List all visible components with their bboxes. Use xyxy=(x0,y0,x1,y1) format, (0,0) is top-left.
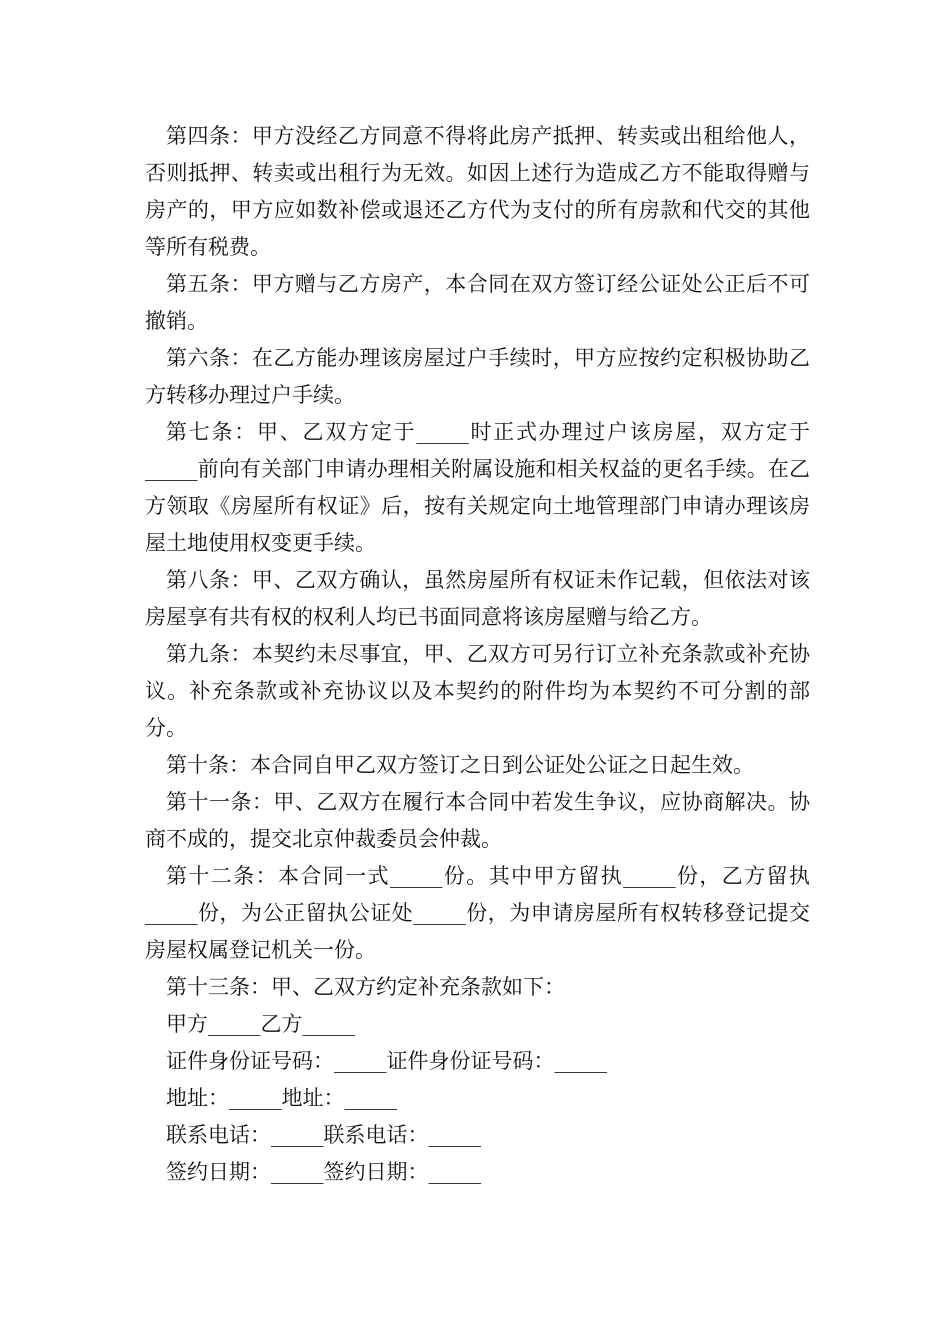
article-11: 第十一条：甲、乙双方在履行本合同中若发生争议，应协商解决。协商不成的，提交北京仲裁委员会仲裁。 xyxy=(145,790,810,851)
signature-party-line: 甲方_____乙方_____ xyxy=(166,1012,355,1036)
signature-date-line: 签约日期：_____签约日期：_____ xyxy=(166,1160,481,1184)
article-6: 第六条：在乙方能办理该房屋过户手续时，甲方应按约定积极协助乙方转移办理过户手续。 xyxy=(145,346,810,407)
article-13: 第十三条：甲、乙双方约定补充条款如下： xyxy=(166,975,565,999)
article-4: 第四条：甲方没经乙方同意不得将此房产抵押、转卖或出租给他人，否则抵押、转卖或出租行为无效。如因上述行为造成乙方不能取得赠与房产的，甲方应如数补偿或退还乙方代为支付的所有房款和代交的其他等所有税费。 xyxy=(145,124,810,259)
article-5: 第五条：甲方赠与乙方房产，本合同在双方签订经公证处公正后不可撤销。 xyxy=(145,272,810,333)
article-10: 第十条：本合同自甲乙双方签订之日到公证处公证之日起生效。 xyxy=(166,753,754,777)
contract-page xyxy=(145,118,810,1191)
article-9: 第九条：本契约未尽事宜，甲、乙双方可另行订立补充条款或补充协议。补充条款或补充协议以及本契约的附件均为本契约不可分割的部分。 xyxy=(145,642,810,740)
signature-address-line: 地址：_____地址：_____ xyxy=(166,1086,397,1110)
signature-phone-line: 联系电话：_____联系电话：_____ xyxy=(166,1123,481,1147)
article-12: 第十二条：本合同一式_____份。其中甲方留执_____份，乙方留执_____份，为公正留执公证处_____份，为申请房屋所有权转移登记提交房屋权属登记机关一份。 xyxy=(145,864,810,962)
signature-id-line: 证件身份证号码：_____证件身份证号码：_____ xyxy=(166,1049,607,1073)
article-8: 第八条：甲、乙双方确认，虽然房屋所有权证未作记载，但依法对该房屋享有共有权的权利人均已书面同意将该房屋赠与给乙方。 xyxy=(145,568,810,629)
article-7: 第七条：甲、乙双方定于_____时正式办理过户该房屋，双方定于_____前向有关部门申请办理相关附属设施和相关权益的更名手续。在乙方领取《房屋所有权证》后，按有关规定向土地管理部门申请办理该房屋土地使用权变更手续。 xyxy=(145,420,810,555)
